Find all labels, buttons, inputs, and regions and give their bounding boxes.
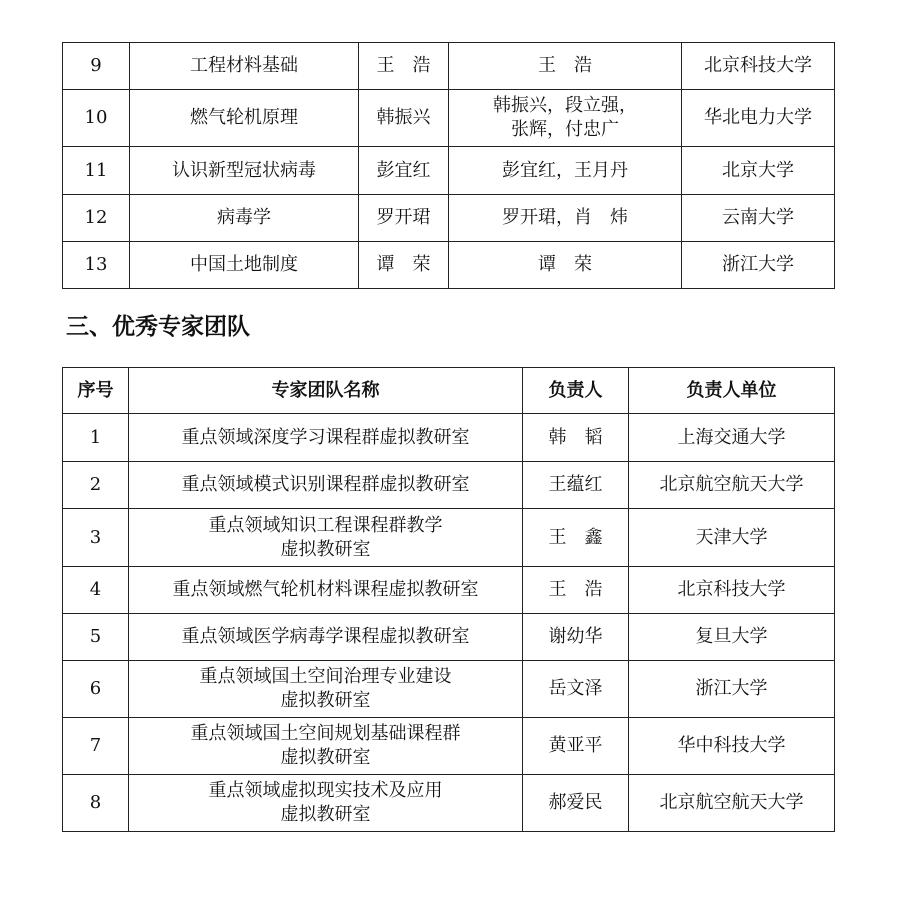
course-name: 病毒学 [130, 195, 359, 242]
table-header-row [63, 368, 835, 414]
table-row [63, 462, 835, 509]
team-name [129, 509, 523, 567]
row-number: 7 [63, 718, 129, 775]
row-number: 1 [63, 414, 129, 462]
table-row [63, 414, 835, 462]
team-members-line: 韩振兴，段立强， [493, 95, 637, 116]
course-leader: 王 浩 [359, 43, 449, 90]
team-members [449, 242, 682, 289]
course-leader: 罗开珺 [359, 195, 449, 242]
team-name-line: 重点领域深度学习课程群虚拟教研室 [181, 426, 470, 448]
table-row [63, 567, 835, 614]
course-leader: 彭宜红 [359, 147, 449, 195]
team-name-line: 重点领域模式识别课程群虚拟教研室 [181, 474, 470, 495]
team-leader: 王蕴红 [523, 462, 629, 509]
team-members [449, 90, 682, 147]
team-leader: 王 浩 [523, 567, 629, 614]
table-row [63, 509, 835, 567]
team-name-line: 虚拟教研室 [280, 747, 371, 768]
institution: 北京航空航天大学 [629, 462, 835, 509]
institution: 云南大学 [682, 195, 835, 242]
institution: 北京大学 [682, 147, 835, 195]
team-name [129, 567, 523, 614]
team-leader: 谢幼华 [523, 614, 629, 661]
team-members-line: 彭宜红，王月丹 [502, 159, 628, 181]
team-members-line: 张辉，付忠广 [511, 119, 619, 140]
table-row [63, 661, 835, 718]
table-row [63, 614, 835, 661]
course-name: 中国土地制度 [130, 242, 359, 289]
course-table [62, 42, 835, 289]
team-name [129, 718, 523, 775]
team-leader: 岳文泽 [523, 661, 629, 718]
institution: 复旦大学 [629, 614, 835, 661]
course-leader: 韩振兴 [359, 90, 449, 147]
team-name-line: 重点领域医学病毒学课程虚拟教研室 [181, 626, 470, 647]
team-members [449, 147, 682, 195]
team-members [449, 43, 682, 90]
team-members-line: 谭 荣 [538, 254, 592, 275]
table-row [63, 242, 835, 289]
table-row [63, 90, 835, 147]
team-leader: 黄亚平 [523, 718, 629, 775]
table-row [63, 718, 835, 775]
row-number: 3 [63, 509, 129, 567]
row-number: 8 [63, 775, 129, 832]
team-name-line: 虚拟教研室 [280, 690, 371, 711]
team-name-line: 重点领域国土空间治理专业建设 [199, 666, 452, 687]
row-number: 5 [63, 614, 129, 661]
header-leader: 负责人 [523, 368, 629, 414]
team-name-line: 重点领域国土空间规划基础课程群 [190, 723, 461, 744]
section-heading: 三、优秀专家团队 [66, 314, 250, 340]
team-members-line: 罗开珺，肖 炜 [502, 207, 628, 228]
team-leader: 王 鑫 [523, 509, 629, 567]
institution: 浙江大学 [629, 661, 835, 718]
team-leader: 郝爱民 [523, 775, 629, 832]
team-members-line: 王 浩 [538, 55, 592, 76]
row-number: 13 [63, 242, 130, 289]
team-name [129, 462, 523, 509]
header-team-name: 专家团队名称 [129, 368, 523, 414]
institution: 北京航空航天大学 [629, 775, 835, 832]
institution: 浙江大学 [682, 242, 835, 289]
team-name [129, 614, 523, 661]
table-row [63, 147, 835, 195]
row-number: 10 [63, 90, 130, 147]
institution: 天津大学 [629, 509, 835, 567]
team-name-line: 重点领域虚拟现实技术及应用 [208, 780, 443, 801]
table-row [63, 195, 835, 242]
row-number: 12 [63, 195, 130, 242]
team-name [129, 661, 523, 718]
row-number: 2 [63, 462, 129, 509]
institution: 华北电力大学 [682, 90, 835, 147]
row-number: 11 [63, 147, 130, 195]
team-leader: 韩 韬 [523, 414, 629, 462]
expert-team-table [62, 367, 835, 832]
course-name: 工程材料基础 [130, 43, 359, 90]
header-institution: 负责人单位 [629, 368, 835, 414]
course-leader: 谭 荣 [359, 242, 449, 289]
team-name [129, 775, 523, 832]
course-name: 燃气轮机原理 [130, 90, 359, 147]
team-name-line: 虚拟教研室 [280, 538, 371, 560]
team-name [129, 414, 523, 462]
team-name-line: 重点领域燃气轮机材料课程虚拟教研室 [172, 579, 479, 600]
institution: 北京科技大学 [682, 43, 835, 90]
course-name: 认识新型冠状病毒 [130, 147, 359, 195]
team-members [449, 195, 682, 242]
table-row [63, 43, 835, 90]
row-number: 4 [63, 567, 129, 614]
institution: 上海交通大学 [629, 414, 835, 462]
team-name-line: 虚拟教研室 [280, 804, 371, 825]
institution: 北京科技大学 [629, 567, 835, 614]
team-name-line: 重点领域知识工程课程群教学 [208, 514, 443, 536]
institution: 华中科技大学 [629, 718, 835, 775]
row-number: 9 [63, 43, 130, 90]
row-number: 6 [63, 661, 129, 718]
header-number: 序号 [63, 368, 129, 414]
table-row [63, 775, 835, 832]
